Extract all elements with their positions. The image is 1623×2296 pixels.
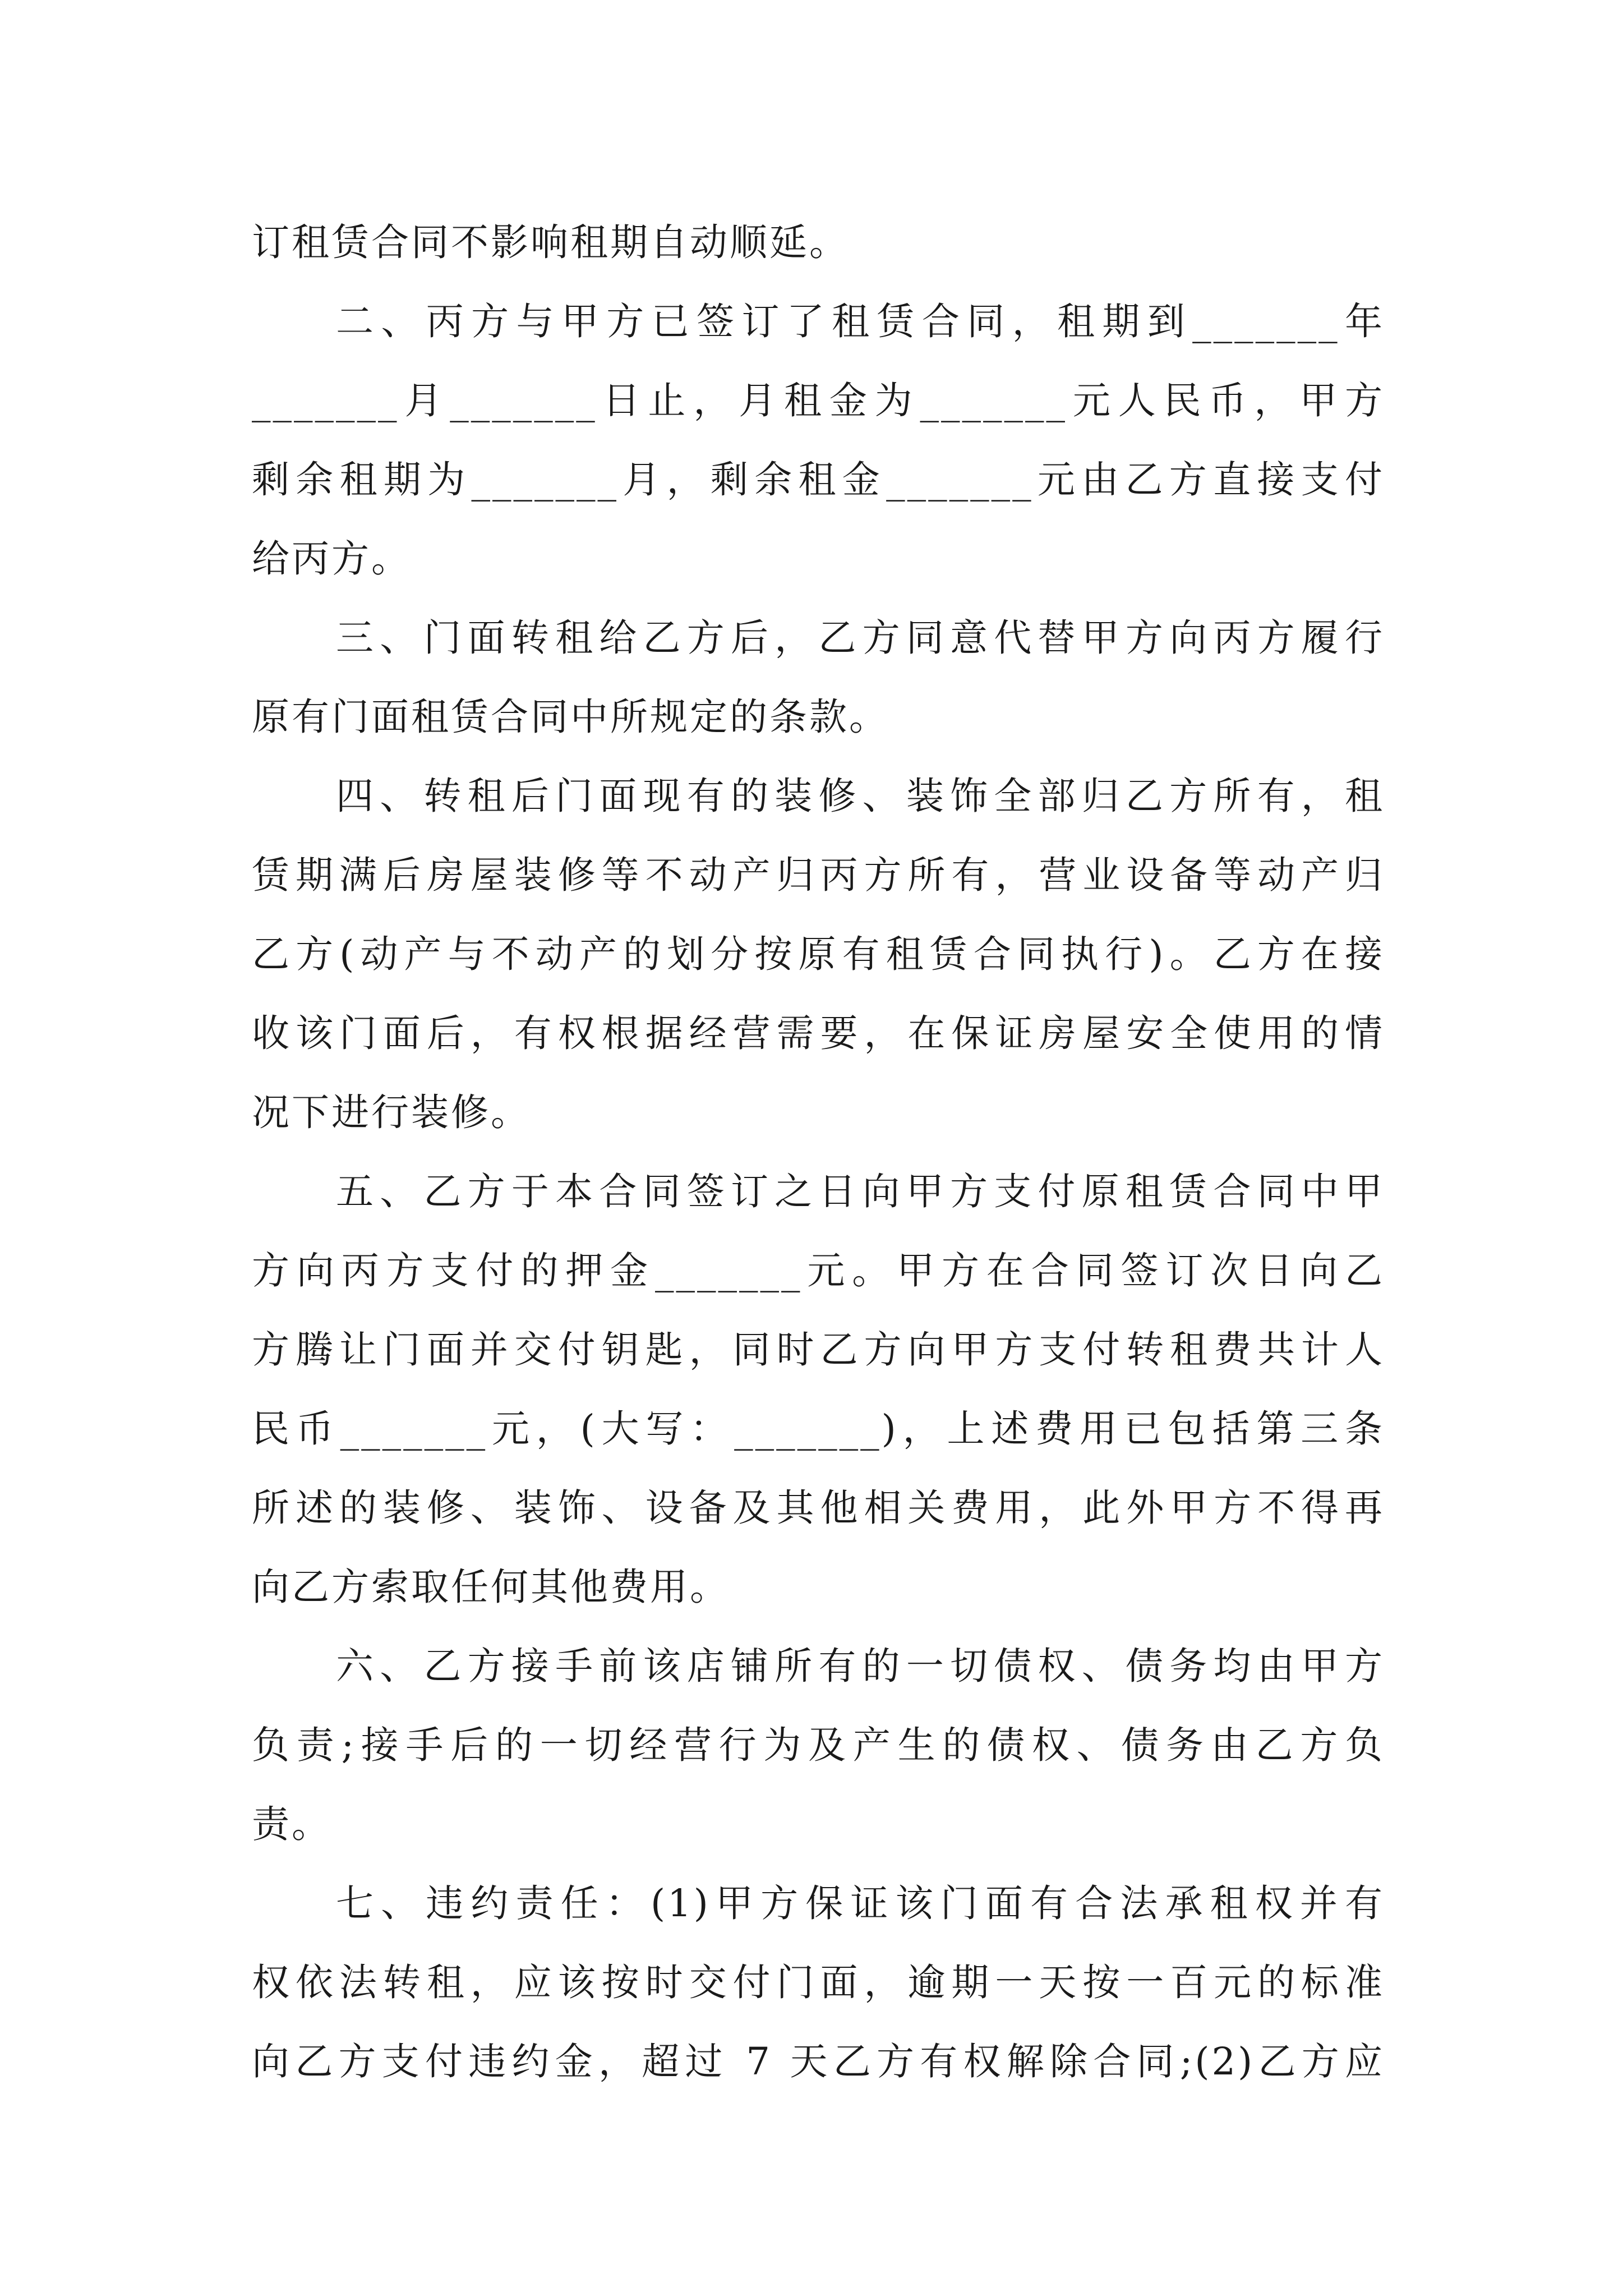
text-line: 方向丙方支付的押金_______元。甲方在合同签订次日向乙 xyxy=(252,1249,1385,1292)
contract-body-text xyxy=(252,203,1385,2101)
text-line: 剩余租期为_______月，剩余租金_______元由乙方直接支付 xyxy=(252,458,1385,501)
text-line: 给丙方。 xyxy=(252,537,411,581)
text-line: 四、转租后门面现有的装修、装饰全部归乙方所有，租 xyxy=(336,774,1385,818)
text-line: 六、乙方接手前该店铺所有的一切债权、债务均由甲方 xyxy=(336,1644,1385,1688)
text-line: 三、门面转租给乙方后，乙方同意代替甲方向丙方履行 xyxy=(336,616,1385,660)
text-line: 赁期满后房屋装修等不动产归丙方所有，营业设备等动产归 xyxy=(252,853,1385,897)
text-line: 向乙方索取任何其他费用。 xyxy=(252,1565,730,1609)
text-line: 收该门面后，有权根据经营需要，在保证房屋安全使用的情 xyxy=(252,1011,1385,1055)
text-line: 七、违约责任：(1)甲方保证该门面有合法承租权并有 xyxy=(336,1881,1385,1925)
text-line: 民币_______元，(大写：_______)，上述费用已包括第三条 xyxy=(252,1407,1385,1451)
text-line: 况下进行装修。 xyxy=(252,1091,531,1134)
text-line: 订租赁合同不影响租期自动顺延。 xyxy=(252,220,849,264)
text-line: 向乙方支付违约金，超过 7 天乙方有权解除合同;(2)乙方应 xyxy=(252,2040,1385,2083)
text-line: 五、乙方于本合同签订之日向甲方支付原租赁合同中甲 xyxy=(336,1170,1385,1213)
text-line: 权依法转租，应该按时交付门面，逾期一天按一百元的标准 xyxy=(252,1961,1385,2004)
text-line: 原有门面租赁合同中所规定的条款。 xyxy=(252,695,889,739)
text-line: _______月_______日止，月租金为_______元人民币，甲方 xyxy=(252,379,1385,422)
text-line: 责。 xyxy=(252,1802,331,1846)
text-line: 所述的装修、装饰、设备及其他相关费用，此外甲方不得再 xyxy=(252,1486,1385,1530)
text-line: 二、丙方与甲方已签订了租赁合同，租期到_______年 xyxy=(336,300,1385,343)
text-line: 方腾让门面并交付钥匙，同时乙方向甲方支付转租费共计人 xyxy=(252,1328,1385,1372)
text-line: 负责;接手后的一切经营行为及产生的债权、债务由乙方负 xyxy=(252,1723,1385,1767)
text-line: 乙方(动产与不动产的划分按原有租赁合同执行)。乙方在接 xyxy=(252,932,1385,976)
